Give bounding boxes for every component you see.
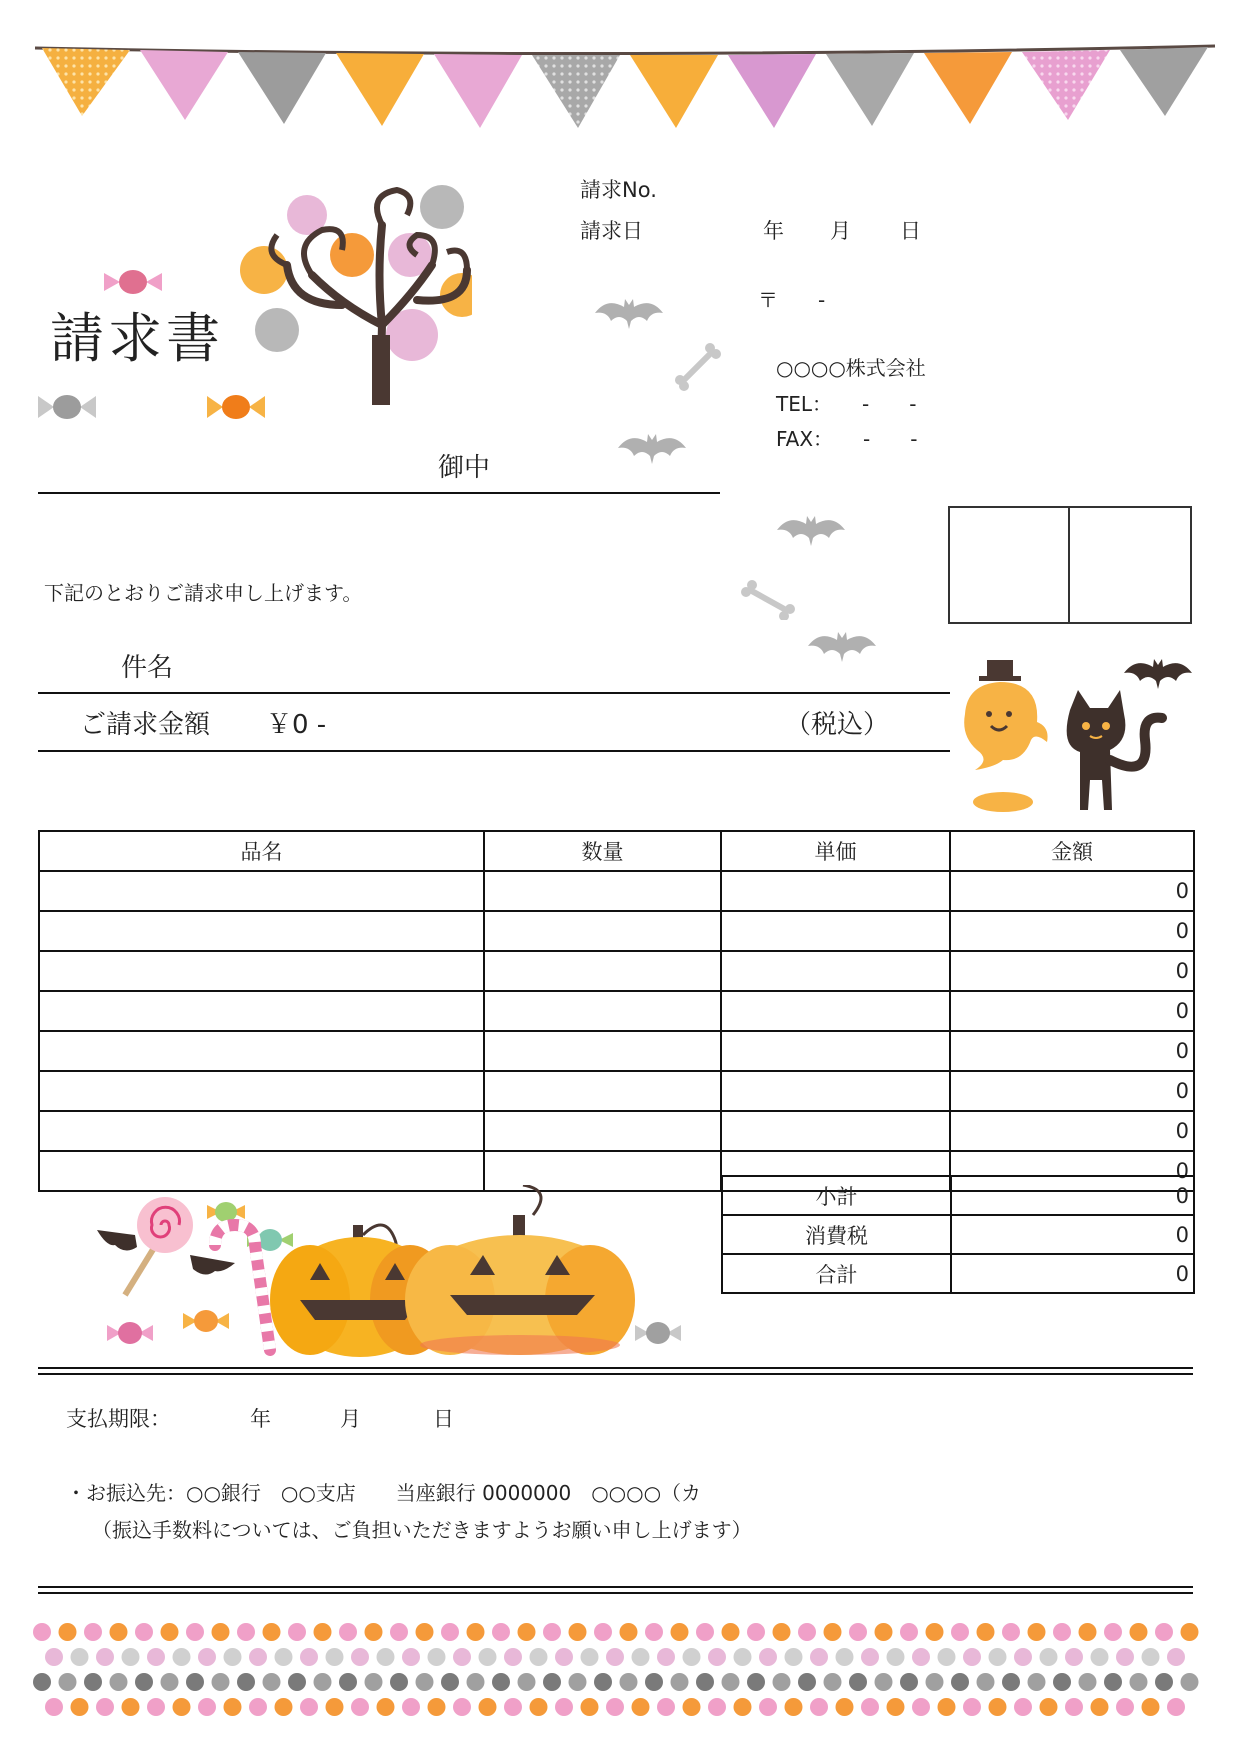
- tax-row: [722, 1215, 1194, 1254]
- payment-month: 月: [340, 1407, 361, 1431]
- cell-item-name[interactable]: [39, 991, 484, 1031]
- table-row: [39, 991, 1194, 1031]
- sender-postal: 〒 -: [758, 288, 826, 312]
- bat-icon: [775, 512, 847, 554]
- invoice-date-label: 請求日: [580, 219, 643, 243]
- cell-unit-price[interactable]: [721, 951, 950, 991]
- recipient-suffix: 御中: [438, 453, 491, 483]
- bat-icon: [806, 628, 878, 670]
- total-label: 合計: [722, 1254, 951, 1293]
- divider-top: [38, 1367, 1193, 1369]
- candy-icon: [205, 390, 267, 424]
- jack-o-lantern-icon: [95, 1185, 695, 1360]
- summary-table: [721, 1175, 1195, 1294]
- bank-info: ・お振込先：○○銀行 ○○支店 当座銀行 0000000 ○○○○（カ: [66, 1481, 702, 1505]
- table-row: [39, 1071, 1194, 1111]
- sender-tel: TEL： - -: [776, 392, 917, 416]
- cell-quantity[interactable]: [484, 911, 721, 951]
- black-cat-icon: [1050, 690, 1190, 820]
- cell-unit-price[interactable]: [721, 991, 950, 1031]
- subtotal-row: [722, 1176, 1194, 1215]
- subject-line: [38, 692, 950, 694]
- divider-bottom: [38, 1586, 1193, 1588]
- table-row: [39, 911, 1194, 951]
- amount-line: [38, 750, 950, 752]
- cell-amount: 0: [950, 1111, 1194, 1151]
- sender-company: ○○○○株式会社: [776, 356, 926, 380]
- bone-icon: [740, 580, 796, 620]
- cell-item-name[interactable]: [39, 871, 484, 911]
- cell-amount: 0: [950, 911, 1194, 951]
- subject-label: 件名: [121, 653, 174, 683]
- cell-unit-price[interactable]: [721, 1111, 950, 1151]
- table-header-row: [39, 831, 1194, 871]
- header-item-name: 品名: [39, 831, 484, 871]
- cell-quantity[interactable]: [484, 1111, 721, 1151]
- bone-icon: [672, 342, 722, 392]
- page-title: 請求書: [50, 307, 224, 370]
- payment-day: 日: [433, 1407, 454, 1431]
- header-unit-price: 単価: [721, 831, 950, 871]
- cell-amount: 0: [950, 871, 1194, 911]
- tax-label: 消費税: [722, 1215, 951, 1254]
- fee-note: （振込手数料については、ご負担いただきますようお願い申し上げます）: [92, 1518, 752, 1542]
- cell-item-name[interactable]: [39, 911, 484, 951]
- subtotal-value: 0: [951, 1176, 1194, 1215]
- cell-unit-price[interactable]: [721, 911, 950, 951]
- ghost-icon: [955, 652, 1055, 817]
- cell-unit-price[interactable]: [721, 871, 950, 911]
- total-value: 0: [951, 1254, 1194, 1293]
- table-row: [39, 951, 1194, 991]
- cell-amount: 0: [950, 991, 1194, 1031]
- table-row: [39, 1111, 1194, 1151]
- cell-quantity[interactable]: [484, 871, 721, 911]
- cell-unit-price[interactable]: [721, 1071, 950, 1111]
- cell-amount: 0: [950, 1151, 1194, 1191]
- bat-icon: [1122, 655, 1194, 697]
- cell-quantity[interactable]: [484, 991, 721, 1031]
- date-month: 月: [830, 219, 851, 243]
- amount-label: ご請求金額: [80, 710, 211, 740]
- candy-icon: [36, 390, 98, 424]
- date-day: 日: [900, 219, 921, 243]
- payment-deadline-label: 支払期限：: [66, 1407, 171, 1431]
- total-row: [722, 1254, 1194, 1293]
- divider-top: [38, 1373, 1193, 1375]
- cell-item-name[interactable]: [39, 1111, 484, 1151]
- bat-icon: [593, 295, 665, 337]
- invoice-no-label: 請求No.: [580, 178, 657, 202]
- table-row: [39, 1031, 1194, 1071]
- cell-item-name[interactable]: [39, 951, 484, 991]
- date-year: 年: [763, 219, 784, 243]
- cell-item-name[interactable]: [39, 1071, 484, 1111]
- cell-quantity[interactable]: [484, 1031, 721, 1071]
- bat-icon: [616, 430, 688, 472]
- divider-bottom: [38, 1592, 1193, 1594]
- candy-icon: [102, 265, 164, 299]
- items-table: [38, 830, 1195, 1192]
- tax-value: 0: [951, 1215, 1194, 1254]
- cell-amount: 0: [950, 1071, 1194, 1111]
- cell-quantity[interactable]: [484, 951, 721, 991]
- seal-box-divider: [1068, 508, 1070, 622]
- bunting-flags-icon: [30, 38, 1220, 128]
- confetti-dots-icon: [30, 1620, 1210, 1725]
- table-row: [39, 871, 1194, 911]
- intro-text: 下記のとおりご請求申し上げます。: [44, 581, 363, 605]
- cell-item-name[interactable]: [39, 1031, 484, 1071]
- cell-amount: 0: [950, 951, 1194, 991]
- payment-year: 年: [250, 1407, 271, 1431]
- recipient-line: [38, 492, 720, 494]
- header-amount: 金額: [950, 831, 1194, 871]
- swirl-tree-icon: [232, 185, 472, 405]
- amount-value: ￥0 -: [266, 710, 327, 740]
- seal-box: [948, 506, 1192, 624]
- cell-unit-price[interactable]: [721, 1031, 950, 1071]
- cell-quantity[interactable]: [484, 1071, 721, 1111]
- subtotal-label: 小計: [722, 1176, 951, 1215]
- header-quantity: 数量: [484, 831, 721, 871]
- cell-amount: 0: [950, 1031, 1194, 1071]
- sender-fax: FAX： - -: [776, 427, 918, 451]
- amount-tax-note: （税込）: [785, 710, 890, 740]
